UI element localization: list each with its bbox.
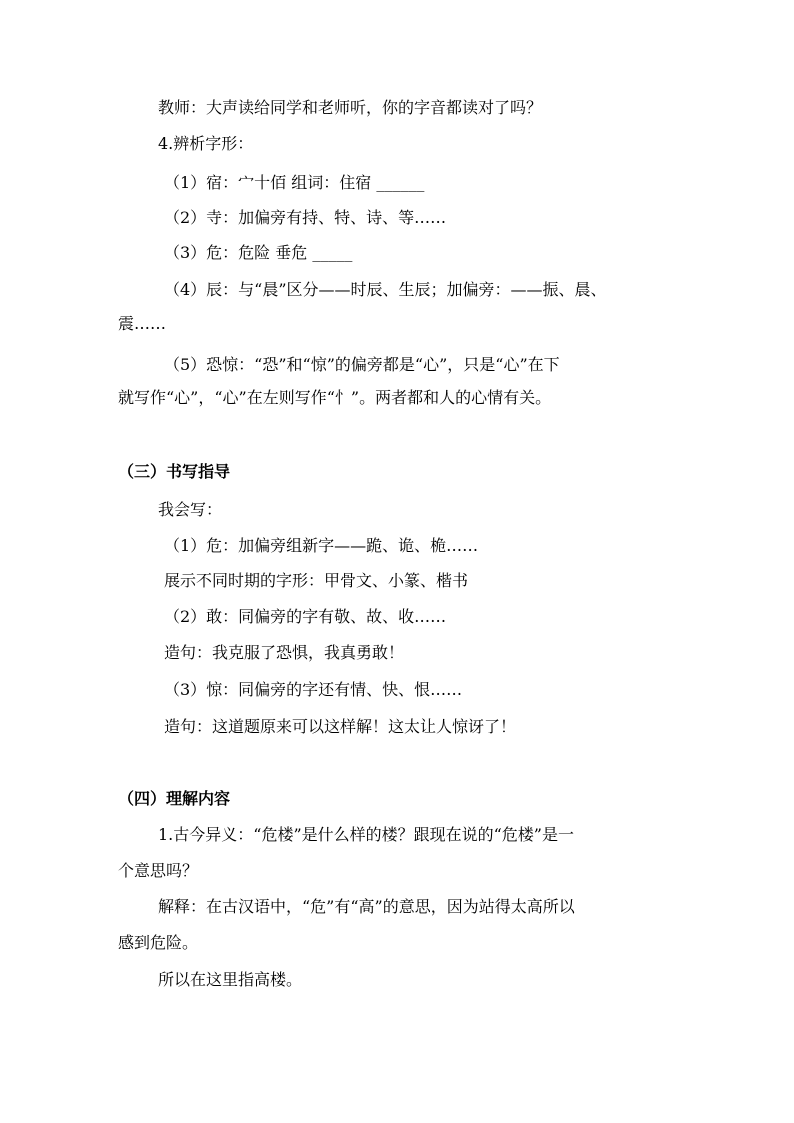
section-4-explanation-cont: 感到危险。: [118, 933, 199, 952]
item-4-5: （5）恐惊：“恐”和“惊”的偏旁都是“心”，只是“心”在下: [164, 355, 560, 374]
section-3-item-1-note: 展示不同时期的字形：甲骨文、小篆、楷书: [164, 571, 469, 590]
item-4-4: （4）辰：与“晨”区分——时辰、生辰；加偏旁：——振、晨、: [164, 280, 607, 299]
item-4-5-cont: 就写作“心”，“心”在左则写作“忄”。两者都和人的心情有关。: [118, 388, 552, 407]
section-3-item-2-sentence: 造句：我克服了恐惧，我真勇敢！: [164, 643, 405, 662]
teacher-line: 教师：大声读给同学和老师听，你的字音都读对了吗？: [158, 98, 543, 117]
section-3-intro: 我会写：: [158, 500, 223, 519]
item-4-1: （1）宿：宀十佰 组词：住宿 ______: [164, 173, 425, 192]
section-4-conclusion: 所以在这里指高楼。: [158, 970, 303, 989]
section-3-item-2: （2）敢：同偏旁的字有敬、故、收……: [164, 607, 447, 626]
section-3-item-3: （3）惊：同偏旁的字还有情、快、恨……: [164, 680, 463, 699]
section-4-item-1: 1.古今异义：“危楼”是什么样的楼？跟现在说的“危楼”是一: [158, 825, 574, 844]
item-4-2: （2）寺：加偏旁有持、特、诗、等……: [164, 208, 447, 227]
item-4-3: （3）危：危险 垂危 _____: [164, 243, 353, 262]
item-4-title: 4.辨析字形：: [158, 134, 254, 153]
section-3-item-3-sentence: 造句：这道题原来可以这样解！这太让人惊讶了！: [164, 717, 517, 736]
item-4-4-cont: 震……: [118, 314, 167, 333]
section-4-heading: （四）理解内容: [118, 789, 231, 808]
section-3-item-1: （1）危：加偏旁组新字——跪、诡、桅……: [164, 536, 479, 555]
section-4-item-1-cont: 个意思吗？: [118, 861, 199, 880]
section-3-heading: （三）书写指导: [118, 462, 231, 481]
section-4-explanation: 解释：在古汉语中，“危”有“高”的意思，因为站得太高所以: [158, 897, 575, 916]
